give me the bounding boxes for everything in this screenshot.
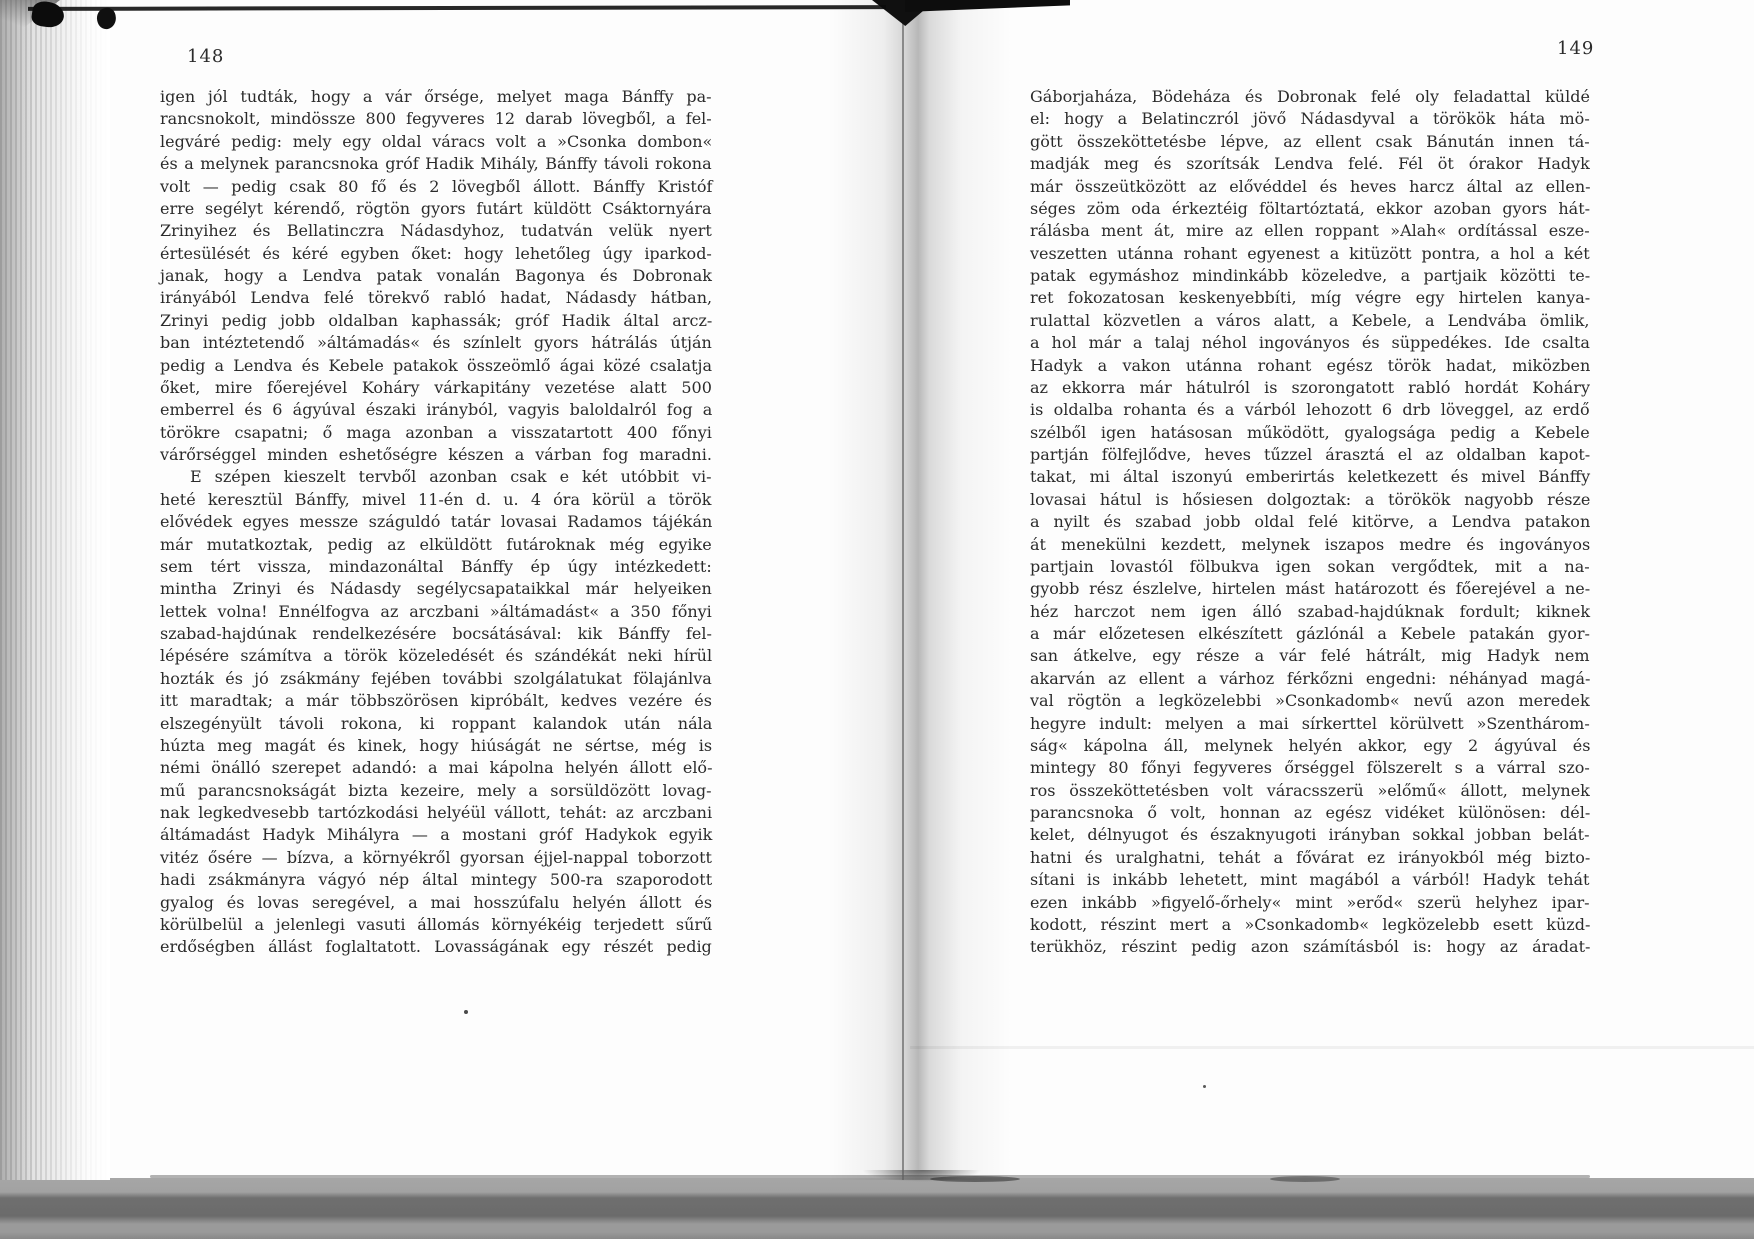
text-line: volt — pedig csak 80 fő és 2 lövegből állott. Bánffy Kristóf: [160, 176, 713, 196]
text-line: héz harczot nem igen álló szabad-hajdúknak fordult; kiknek: [1030, 601, 1591, 621]
text-line: hatni és uralghatni, tehát a fővárat ez irányokból még bizto-: [1030, 847, 1591, 867]
text-line: törökre csapatni; ő maga azonban a visszatartott 400 főnyi: [160, 422, 712, 442]
text-line: is oldalba rohanta és a várból lehozott 6 drb löveggel, az erdő: [1030, 400, 1590, 420]
text-line: patak egymáshoz mindinkább közeledve, a partjaik közötti te-: [1030, 266, 1591, 285]
ink-speck: [464, 1010, 468, 1014]
text-line: igen jól tudták, hogy a vár őrsége, melyet maga Bánffy pa-: [160, 87, 712, 106]
text-line: némi önálló szerepet adandó: a mai kápolna helyén állott elő-: [160, 758, 713, 778]
text-line: a hol már a talaj néhol ingoványos és süppedékes. Ide csalta: [1030, 333, 1590, 353]
text-line: ros összeköttetésben volt váracsszerü »előmű« állott, melynek: [1030, 780, 1590, 800]
paper-crease: [910, 1046, 1754, 1049]
scan-top-edge-left: [28, 5, 886, 11]
text-line: emberrel és 6 ágyúval északi irányból, vagyis baloldalról fog a: [160, 400, 713, 420]
spine-fold-line: [902, 0, 904, 1180]
text-line: ret fokozatosan keskenyebbíti, míg végre egy hirtelen kanya-: [1030, 288, 1591, 308]
text-line: pedig a Lendva és Kebele patakok összeömlő ágai közé csalatja: [160, 355, 713, 375]
text-line: mintegy 80 főnyi fegyveres őrséggel fölszerelt s a várral szo-: [1030, 758, 1590, 778]
text-line: legváré pedig: mely egy oldal váracs volt a »Csonka dombon«: [160, 131, 713, 151]
text-line: hegyre indult: melyen a mai sírkerttel körülvett »Szenthárom-: [1030, 713, 1590, 733]
text-line: hozták és jó zsákmány fejében további szolgálatukat fölajánlva: [160, 668, 712, 688]
page-bottom-smudge: [1270, 1176, 1340, 1182]
text-line: ezen inkább »figyelő-őrhely« mint »erőd« szerü helyhez ipar-: [1030, 892, 1590, 912]
text-line: heté keresztül Bánffy, mivel 11-én d. u. 4 óra körül a török: [160, 489, 712, 509]
text-line: irányából Lendva felé törekvő rabló hadat, Nádasdy hátban,: [160, 288, 713, 308]
text-line: szélből igen hatásosan működött, gyalogsága pedig a Kebele: [1030, 422, 1590, 442]
text-line: nak legkedvesebb tartózkodási helyéül vállott, tehát: az arczbani: [160, 803, 713, 822]
text-line: lettek volna! Ennélfogva az arczbani »áltámadást« a 350 főnyi: [160, 601, 712, 621]
text-line: erdőségben állást foglaltatott. Lovasságának egy részét pedig: [160, 937, 712, 957]
text-line: séges zöm oda érkeztéig föltartóztatá, ekkor azoban gyors hát-: [1030, 198, 1591, 218]
text-line: Hadyk a vakon utánna rohant egész török hadat, miközben: [1030, 355, 1591, 375]
text-line: el: hogy a Belatinczról jövő Nádasdyval a törökök háta mö-: [1030, 109, 1590, 129]
text-line: rulattal közvetlen a város alatt, a Kebele, a Lendvába ömlik,: [1030, 310, 1590, 330]
text-line: gyobb rész észlelve, hirtelen mást határozott és főerejével a ne-: [1030, 579, 1591, 599]
text-line: lépésére számítva a török közeledését és szándékát neki hírül: [160, 646, 713, 666]
text-line: kelet, délnyugot és északnyugoti irányban sokkal jobban belát-: [1030, 825, 1590, 845]
text-line: rancsnokolt, mindössze 800 fegyveres 12 darab lövegből, a fel-: [160, 109, 712, 129]
text-line: partján fölfejlődve, heves tűzzel árasztá el az oldalban kapot-: [1030, 445, 1591, 464]
left-page-text-column: [160, 86, 712, 959]
text-line: elővédek egyes messze száguldó tatár lovasai Radamos tájékán: [160, 512, 713, 532]
text-line: mintha Zrinyi és Nádasdy segélycsapataikkal már helyeiken: [160, 579, 712, 599]
text-line: a nyilt és szabad jobb oldal felé kitörve, a Lendva patakon: [1030, 512, 1591, 532]
text-line: már mutatkoztak, pedig az elküldött futároknak még egyike: [160, 534, 712, 554]
right-page-text-column: [1030, 86, 1590, 959]
text-line: elszegényült távoli rokona, ki roppant kalandok után nála: [160, 713, 713, 733]
text-line: már összeütközött az elővéddel és heves harcz által az ellen-: [1030, 176, 1591, 196]
text-line: őket, mire főerejével Koháry várkapitány vezetése alatt 500: [160, 377, 712, 397]
text-line: gyalog és lovas seregével, a mai hosszúfalu helyén állott és: [160, 892, 713, 912]
text-line: ban intéztetendő »áltámadás« és színlelt gyors hátrálás útján: [160, 333, 712, 353]
text-line: szabad-hajdúnak rendelkezésére bocsátásával: kik Bánffy fel-: [160, 624, 712, 643]
text-line: áltámadást Hadyk Mihályra — a mostani gróf Hadykok egyik: [160, 825, 713, 845]
text-line: parancsnoka ő volt, honnan az egész vidéket különösen: dél-: [1030, 803, 1591, 822]
text-line: vitéz ősére — bízva, a környékről gyorsan éjjel-nappal toborzott: [160, 847, 712, 867]
text-line: sem tért vissza, mindazonáltal Bánffy ép úgy intézkedett:: [160, 556, 712, 576]
text-line: veszetten utánna rohant egyenest a kitüzött pontra, a hol a két: [1030, 243, 1590, 263]
text-line: húzta meg magát és kinek, hogy hiúságát ne sértse, még is: [160, 735, 713, 755]
text-line: körülbelül a jelenlegi vasuti állomás környékéig terjedett sűrű: [160, 914, 713, 934]
text-line: janak, hogy a Lendva patak vonalán Bagonya és Dobronak: [160, 266, 712, 285]
text-line: akarván az ellent a várhoz férkőzni engedni: néhányad magá-: [1030, 668, 1591, 688]
book-page-edges: [0, 0, 110, 1180]
text-line: Zrinyihez és Bellatinczra Nádasdyhoz, tudatván velük nyert: [160, 221, 712, 241]
text-line: takat, mi által iszonyú emberirtás keletkezett és mivel Bánffy: [1030, 467, 1591, 487]
spine-gutter-shadow: [828, 0, 1012, 1180]
text-line: itt maradtak; a már többszörösen kipróbált, kedves vezére és: [160, 691, 712, 711]
text-line: és a melynek parancsnoka gróf Hadik Mihály, Bánffy távoli rokona: [160, 154, 712, 174]
text-line: E szépen kieszelt tervből azonban csak e két utóbbit vi-: [190, 467, 712, 487]
text-line: az ekkorra már hátulról is szorongatott rabló hordát Koháry: [1030, 377, 1590, 397]
text-line: rálásba ment át, mire az ellen roppant »Alah« ordítással esze-: [1030, 221, 1590, 241]
text-line: át menekülni kezdett, melynek iszapos medre és ingoványos: [1030, 534, 1591, 554]
text-line: terükhöz, részint pedig azon számításból is: hogy az áradat-: [1030, 937, 1591, 957]
text-line: lovasai hátul is hősiesen dolgoztak: a törökök nagyobb része: [1030, 489, 1591, 509]
text-line: val rögtön a legközelebbi »Csonkadomb« nevű azon meredek: [1030, 691, 1590, 711]
text-line: hadi zsákmányra vágyó nép által mintegy 500-ra szaporodott: [160, 870, 713, 890]
text-line: kodott, részint mert a »Csonkadomb« legközelebb esett küzd-: [1030, 914, 1591, 934]
text-line: Zrinyi pedig jobb oldalban kaphassák; gróf Hadik által arcz-: [160, 310, 713, 330]
scanner-surface: [0, 1178, 1754, 1239]
text-line: erre segélyt kérendő, rögtön gyors futárt küldött Csáktornyára: [160, 198, 712, 218]
text-line: értesülését és kéré egyben őket: hogy lehetőleg úgy iparkod-: [160, 243, 712, 263]
text-line: várőrséggel minden eshetőségre készen a várban fog maradni.: [160, 445, 712, 464]
text-line: sítani is inkább lehetett, mint magából a várból! Hadyk tehát: [1030, 870, 1590, 890]
text-line: san átkelve, egy része a vár felé hátrált, mig Hadyk nem: [1030, 646, 1590, 666]
right-page-number: 149: [1557, 38, 1595, 59]
text-line: gött összeköttetésbe lépve, az ellent csak Bánután innen tá-: [1030, 131, 1590, 151]
text-line: a már előzetesen elkészített gázlónál a Kebele patakán gyor-: [1030, 624, 1590, 643]
text-line: madják meg és szorítsák Lendva felé. Fél öt órakor Hadyk: [1030, 154, 1590, 174]
ink-speck: [1203, 1085, 1206, 1088]
text-line: Gáborjaháza, Bödeháza és Dobronak felé oly feladattal küldé: [1030, 87, 1590, 106]
text-line: mű parancsnokságát bizta kezeire, mely a sorsüldözött lovag-: [160, 780, 712, 800]
left-page-number: 148: [187, 46, 225, 67]
text-line: partjain lovastól fölbukva igen sokan vergődtek, mit a na-: [1030, 556, 1590, 576]
text-line: ság« kápolna áll, melynek helyén akkor, egy 2 ágyúval és: [1030, 735, 1591, 755]
